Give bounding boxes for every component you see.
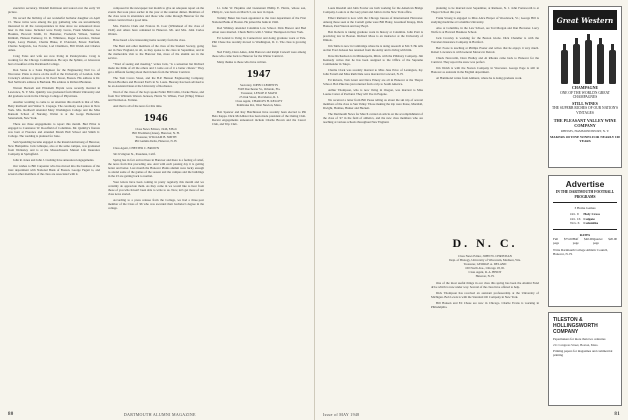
game-opponent: Columbia [583, 221, 599, 226]
class-officer-line: Class News Editors, 1946, 8 Holt [135, 127, 177, 131]
paragraph: One of the most useful things in our class this spring has been the Alumni Fund drive which is now under way. Several of the class have offered to help. [431, 281, 539, 289]
advertise-subhead: IN THE DARTMOUTH FOOTBALL PROGRAMS [555, 190, 615, 199]
paragraph: Bob Roberts is taking graduate work in history at Columbia. John Pratt is practicing law in Boston. Richard Moss is an instructor at the University of Illinois. [323, 30, 423, 42]
rate-row [553, 237, 573, 245]
paragraph: Bob Spencer and Ray Hutchinson have recently been elected to Phi Beta Kappa. Dick McAllister has been made president of the Outing Club. Recent engagements announced include Charlie Brown and the Cazort Club, and Trip Club. [212, 110, 306, 126]
paragraph: Louis Riesdall and John Fowler are both working for the American Bridge Company. Louis is at the Gary plant and John is in the New York office. [323, 6, 423, 14]
rate-value: $40.00 [584, 236, 593, 241]
football-program-ad [548, 175, 622, 307]
wine-company-tagline: MAKERS OF FINE WINES FOR NEARLY 100 YEARS [549, 135, 621, 143]
paragraph: Also at Columbia, in the Law School, are Ted Morgan and Dan Brewster. Larry Wolfe is at Harvard Business School. [431, 26, 539, 34]
class-officer-line: Secretary, JOHN CLEMENTS [239, 83, 279, 87]
game-row [569, 212, 602, 217]
paragraph: Jack Crowley is working for the Boston Globe. Dick Chandler is with the Travelers Insurance Company in Hartford. [431, 36, 539, 44]
paragraph: Craig Fales and wife are now living in Pennsylvania. Craig is working for the Chicago Combination. He says the Sphinx, or Glasswax had a breakfast at the Dartmouth College. [8, 54, 100, 66]
paragraph: There are three engagements to report this month. Bud Elliot is engaged to Constance W. Roodfield of Columbus. Mr. Quimby's fiancée was born at Florence and attended Marsh Hall School and Smith Jr. College. The wedding is planned for June. [8, 122, 100, 138]
tileston-company-name: TILESTON & HOLLINGSWORTH COMPANY [553, 317, 598, 335]
class-officer-line: Class Agent, CHARLES H. KELLEY [235, 99, 283, 103]
paragraph: Chuck Newcomb, Dave Hadley and Al Rhodes came back to Hanover for the Carnival. They report the snow was perfect. [431, 56, 539, 64]
bottle-icon [585, 40, 592, 84]
paragraph: Mrs. Patricia Clark and Frances D. Coar (Whitehead of the class of 1945) and others have remained in Hanover. Mr. and Mrs. John Carlos Obrien. [108, 24, 204, 36]
bottle-icon [561, 50, 568, 84]
paragraph: According to a press release from the College, we had a three-year member of the Class of '46 who was awarded their bachelor's degree in the college. [108, 198, 204, 210]
class-officer-line: Treasurer, GEORGE A. DELAND [463, 262, 507, 266]
right-footer [315, 412, 628, 417]
class-year-heading-1947: 1947 [247, 68, 271, 80]
paragraph: The Tom Crews Street, and the B.P. Hanson Engineering Company, Brown Brothers and Howard Earl's in St. Louis. Hearsay has been advised to be an Assistant Dean at the University of Rochester. [108, 76, 204, 88]
dnc-section [431, 232, 539, 404]
game-opponent: Colgate [583, 216, 595, 221]
divider [553, 229, 617, 230]
class-officer-line: 3528 Dorchester St., Orlando, Fla. [237, 87, 281, 91]
paragraph: Many thanks to those who have written. [217, 60, 267, 64]
paragraph: Jim Tuttle is now in Cambridge where he is doing research at M.I.T. He tells us that Fred Jackson has returned from the Army and is living with him. [323, 44, 423, 52]
paragraph: Charlie Clark was recently married to Miss Jane Price of Lexington, Ky. John Farrell and Miss Ruth Dale were married in Concord, N. H. [323, 68, 423, 76]
paragraph: Bert Foote is teaching at Phillips Exeter and writes that he enjoys it very much. Robert Lawrence is with General Motors in Detroit. [431, 46, 539, 54]
game-date: Oct. 16 [570, 216, 581, 221]
right-page [315, 0, 628, 420]
games-table [569, 212, 602, 226]
paragraph: composed in the newspaper last month to give an adequate report on the events that took place earlier in the year at the reunion dinner. Members of the class were in attendance and those who came through Hanover for the winter carnival had a good time. [108, 6, 204, 22]
paragraph: We received a letter from Bill Pease telling us about the ski trip of several members of the class to Sun Valley. Those making the trip were Pease, Marshall, Dwight, Holmes, Hunter and Hackett. [323, 98, 423, 110]
class-officer-line: 25 Oak Street, Providence, R. I. [239, 95, 279, 99]
paragraph: Have heard a few interesting items recently from the class. [113, 38, 186, 42]
class-officers-1947 [212, 83, 306, 107]
advertise-contact: Write Dartmouth College Athletic Council, Hanover, N. H. [553, 247, 609, 256]
great-western-ad [548, 6, 622, 168]
game-opponent: Holy Cross [583, 212, 600, 216]
class-officer-line: Dept. of Biology, University of Wisconsin, Madison, Wis. [449, 258, 521, 262]
game-date: Nov. 6 [570, 221, 580, 226]
wine-company-name: THE PLEASANT VALLEY WINE COMPANY [553, 118, 617, 128]
games-title: 3 Home Games [574, 206, 596, 210]
advertise-headline: Advertise [565, 179, 605, 189]
bottle-icon [573, 44, 580, 84]
issue-label: Issue of MAY 1948 [323, 412, 360, 417]
rate-label: Half page [572, 236, 579, 245]
rate-row [593, 237, 617, 245]
paragraph: Dave Richardson is in Minneapolis, Minn. with the Pillsbury Company. Jim Kennedy writes that he has been assigned to the Office of the Supreme Commander in Tokyo. [323, 54, 423, 66]
champagne-label: CHAMPAGNE ONE OF THE WORLD'S GREAT CHAMPAGNES [560, 85, 610, 99]
paragraph: "Tired of seeing and meeting," writes Jack, "is a sensation but Richard made me think of all the others and I come out of it a better citizen." They get a different feeling about their tickets from the Winter Carnival. [108, 62, 204, 74]
wine-bottles-illustration [553, 32, 617, 84]
paragraph: Jim Welsh is with the Norton Company in Worcester. George Page is still in Hanover as assistant in the English department. [431, 66, 539, 74]
paragraph: Lt. John W. Hopkins and Lieutenant Phillip E. Harris, whose son, Philip Jr., was born on March 3, are now in Japan. [212, 6, 306, 14]
dnc-heading: D. N. C. [452, 236, 518, 250]
divider [553, 202, 617, 203]
tileston-note: Printing papers for magazines and commercial printing [553, 349, 613, 357]
class-officers-1946 [108, 127, 204, 143]
class-officer-line: Treasurer, WILLIAM B. SMITH [135, 135, 177, 139]
paragraph: Word of the class of the boys spoke Fuller Bill Cabin, Clarke Horse, and from Nat Whittem Warren Jackson, Harris W. Wilkes, Fred (Whip) Winsor and Norman A. Ferlane. [108, 90, 204, 102]
tileston-hollingsworth-ad [548, 312, 622, 406]
paragraph: Al Hammond writes from Amherst, where he is doing graduate work. [436, 76, 523, 80]
paragraph: Another wedding to come to an attention this month is that of Mrs. Betty Rothwell and Walter S. Crepage. The ceremony took place in New York. Mrs. Rothwell attended Mary Washington College and the Miss Ransom School of Nursing. Walter is at the Gorge Homeward Sanatorium, New York. [8, 100, 100, 120]
wine-company-address: RHEIMS, HAMMONDSPORT, N. Y. [560, 129, 610, 133]
left-footer [0, 412, 314, 417]
page-number-left: 80 [8, 412, 14, 417]
paragraph: Our wishes to Bill Carpenter who has moved into the business of the trust department with National Bank of Boston. George Fugett is, and several other members of the class are associated with it. [8, 164, 100, 176]
class-officer-line: Hanover, N. H. [475, 274, 495, 278]
class-officer-line: Class News Editor, JOHN W. CHRISTIAN [458, 254, 512, 258]
paragraph: Bill Hansen and Ed Chase are now in Chicago. Charlie Evans is working in Philadelphia. [431, 301, 539, 309]
paragraph: John R. Jones and John J. Cushing have announced engagements. [13, 158, 95, 162]
paragraph: Frank Strong is engaged to Miss Alice Harper of Woodstock, Vt.; George Hill is studying medicine at Columbia University. [431, 16, 539, 24]
tileston-address: 211 Congress Street, Boston, Mass. [553, 343, 599, 347]
class-officer-line: Pembroke Rd., West Newton, Mass. [236, 103, 282, 107]
rate-value: $20.00 [608, 236, 617, 241]
right-column-2 [431, 6, 539, 230]
paragraph: Tommy Baker has been appointed to the trust department of the First National Bank of Boston. He joined the bank in 1946. [212, 16, 306, 24]
paragraph: And that is all of the news for this time. [113, 104, 163, 108]
class-officer-line: Bill Friedman (Jones), Hanover, N. H. [132, 131, 180, 135]
rate-label: Quarter page [592, 236, 603, 245]
left-column-2 [108, 6, 204, 406]
paragraph: Warren Bezzadi and Elizabeth Bryant were recently married in Lawrence, N. Y. Mrs. Quimby was graduated from Miami University and did graduate work in the Chicago College of Physicians. [8, 86, 100, 98]
paragraph: Ned Frisby, Dave Ames, John Barrows and Ralph Caswell were among those who came back to Hanover for the Winter Carnival. [212, 50, 306, 58]
rates-list [553, 233, 617, 245]
paragraph: 341 Irvington St., Pasadena, Calif. [113, 152, 156, 156]
page-number-right: 81 [614, 412, 620, 417]
class-officer-line: Class Agent, R. A. HEIDT [468, 270, 502, 274]
rate-value: $75.00 [563, 236, 573, 241]
paragraph: The Bent and other members of the class of the Student Society, going out in New England, in all, as they spoke to the class in September, and in the memorable visit to the Hanover Inn, more of the alumni are in the service. [108, 44, 204, 60]
paragraph: Sam Spaulding became engaged to the Ronald Armstrong of Hanover, New Hampshire. Jack Gillespie, also at the same campus, was graduated from Wellesley and is at the Massachusetts Mutual Life Insurance Company in Springfield. [8, 140, 100, 156]
paragraph: Don Stone is a Sales Engineer for the Engineering Nail Co. of Worcester. Plans to move on the staff at the University of London. John Crawley's address is given as 91 Pearl Street, Boston. His address is Dr. Ned Sullivan's address is Burbank. His address is Richard Brennan. [8, 68, 100, 84]
rate-label: Full page [553, 236, 560, 245]
great-western-logo: Great Western [553, 10, 617, 30]
dnc-officers [431, 254, 539, 278]
right-column-1 [323, 6, 423, 406]
class-year-heading-1946: 1946 [144, 112, 168, 124]
game-row [569, 221, 602, 226]
paragraph: Ed Roberts, Tom Grant and Dave Emery are all in Hanover at the Thayer School. Bob Pike has just returned from a trip to South America. [323, 78, 423, 86]
class-officer-line: Phi Gamma Delta, Hanover, N. H. [134, 139, 178, 143]
class-officer-line: 100 North Ave., Chicago 18, Ill. [465, 266, 505, 270]
paragraph: Spring has in fact arrived here in Hanover and there is a feeling of relief, the news from that preceding one. And with each passing day it is getting better and better. Last month the Hanover Plains alumni were lucky enough to attend some of the games of the season and the campus and the buildings in the 23 are getting back to normal. [108, 158, 204, 178]
paragraph: planning to be married next September, at Rumson, N. J. John Farnsworth is at Thayer School this year. [431, 6, 539, 14]
bottle-icon [597, 44, 604, 84]
paragraph: We record the birthday of our wonderful bachelor daughter on April 15. Those twins were among the gay gathering who are uncommonly interested in all the correspondence in June since we announced more later in this issue. Included were Fondy Lucas, Frank Mathews, Joe Hoskins, Howard Smith, D. Hoitsmer, Frederick Wilson, Sumner Kimball, Hanson Pomeroy, D. R. Whitmore, Roger Lawrence, Nelson Pepin, Leroy Hazlett, Charlie Blake, P. D'Arnold, Ernest Fairfield, Charles Sedgwick, Joe Fowler, Lad Chambers, Bill Walsh and Charles Ames. [8, 16, 100, 52]
tileston-tagline: Papermakers for more than two centuries [553, 337, 606, 341]
game-date: Oct. 9 [570, 212, 579, 216]
paragraph: Class Agent, CHESTER C. BROWN [113, 146, 160, 150]
paragraph: Rod Whitney attended Columbia Law School. Dick Brewer and Bud Alton were married. Chuck Bell is with J. Walter Thompson in New York. [212, 26, 306, 34]
bottle-icon [609, 50, 616, 84]
paragraph: Arthur Thompson, who is now living in Oregon, was married to Miss Louise Carter of Portland. They will live in Eugene. [323, 88, 423, 96]
paragraph: Ed Leland is living in Connecticut and doing graduate work at Yale. Phil Chase has recently moved to Washington, D. C. The class is growing fast. [212, 36, 306, 48]
left-column-3 [212, 6, 306, 406]
left-column-1 [8, 6, 100, 406]
rates-title: RATES [579, 232, 591, 237]
class-officer-line: Treasurer, LESLIE P. MAYO [240, 91, 278, 95]
rate-row [573, 237, 593, 245]
paragraph: Elbert Rutland is now with the Chicago bureau of International Harvester. Among those seen at the Cornell game were Bill Haley, Greenleaf Knapp, Dick Hanson, Paul Warren and Guy Boyd. [323, 16, 423, 28]
paragraph: Dick Thompson has received an assistant professorship at the University of Michigan. Bob Lewis is with the Standard Oil Company in New York. [431, 291, 539, 299]
still-wines-label: STILL WINES THE SUPERB RICHES OF OUR NATION'S VINTAGES [551, 100, 619, 115]
magazine-title: DARTMOUTH ALUMNI MAGAZINE [123, 412, 196, 417]
paragraph: Your letters have been coming in pretty regularly this month and we certainly do appreciate them. As they come in we would like to hear from those of you who haven't been able to write to us. Now, let's get more of our class news started. [108, 180, 204, 196]
paragraph: executive secretary. Wendell Robinson and toured over the early '45 picture. [8, 6, 100, 14]
paragraph: The Dartmouth News for March carried an article on the accomplishment of the class of '47 in the field of athletics, and the new class members who are teaching at various schools throughout New England. [323, 112, 423, 124]
